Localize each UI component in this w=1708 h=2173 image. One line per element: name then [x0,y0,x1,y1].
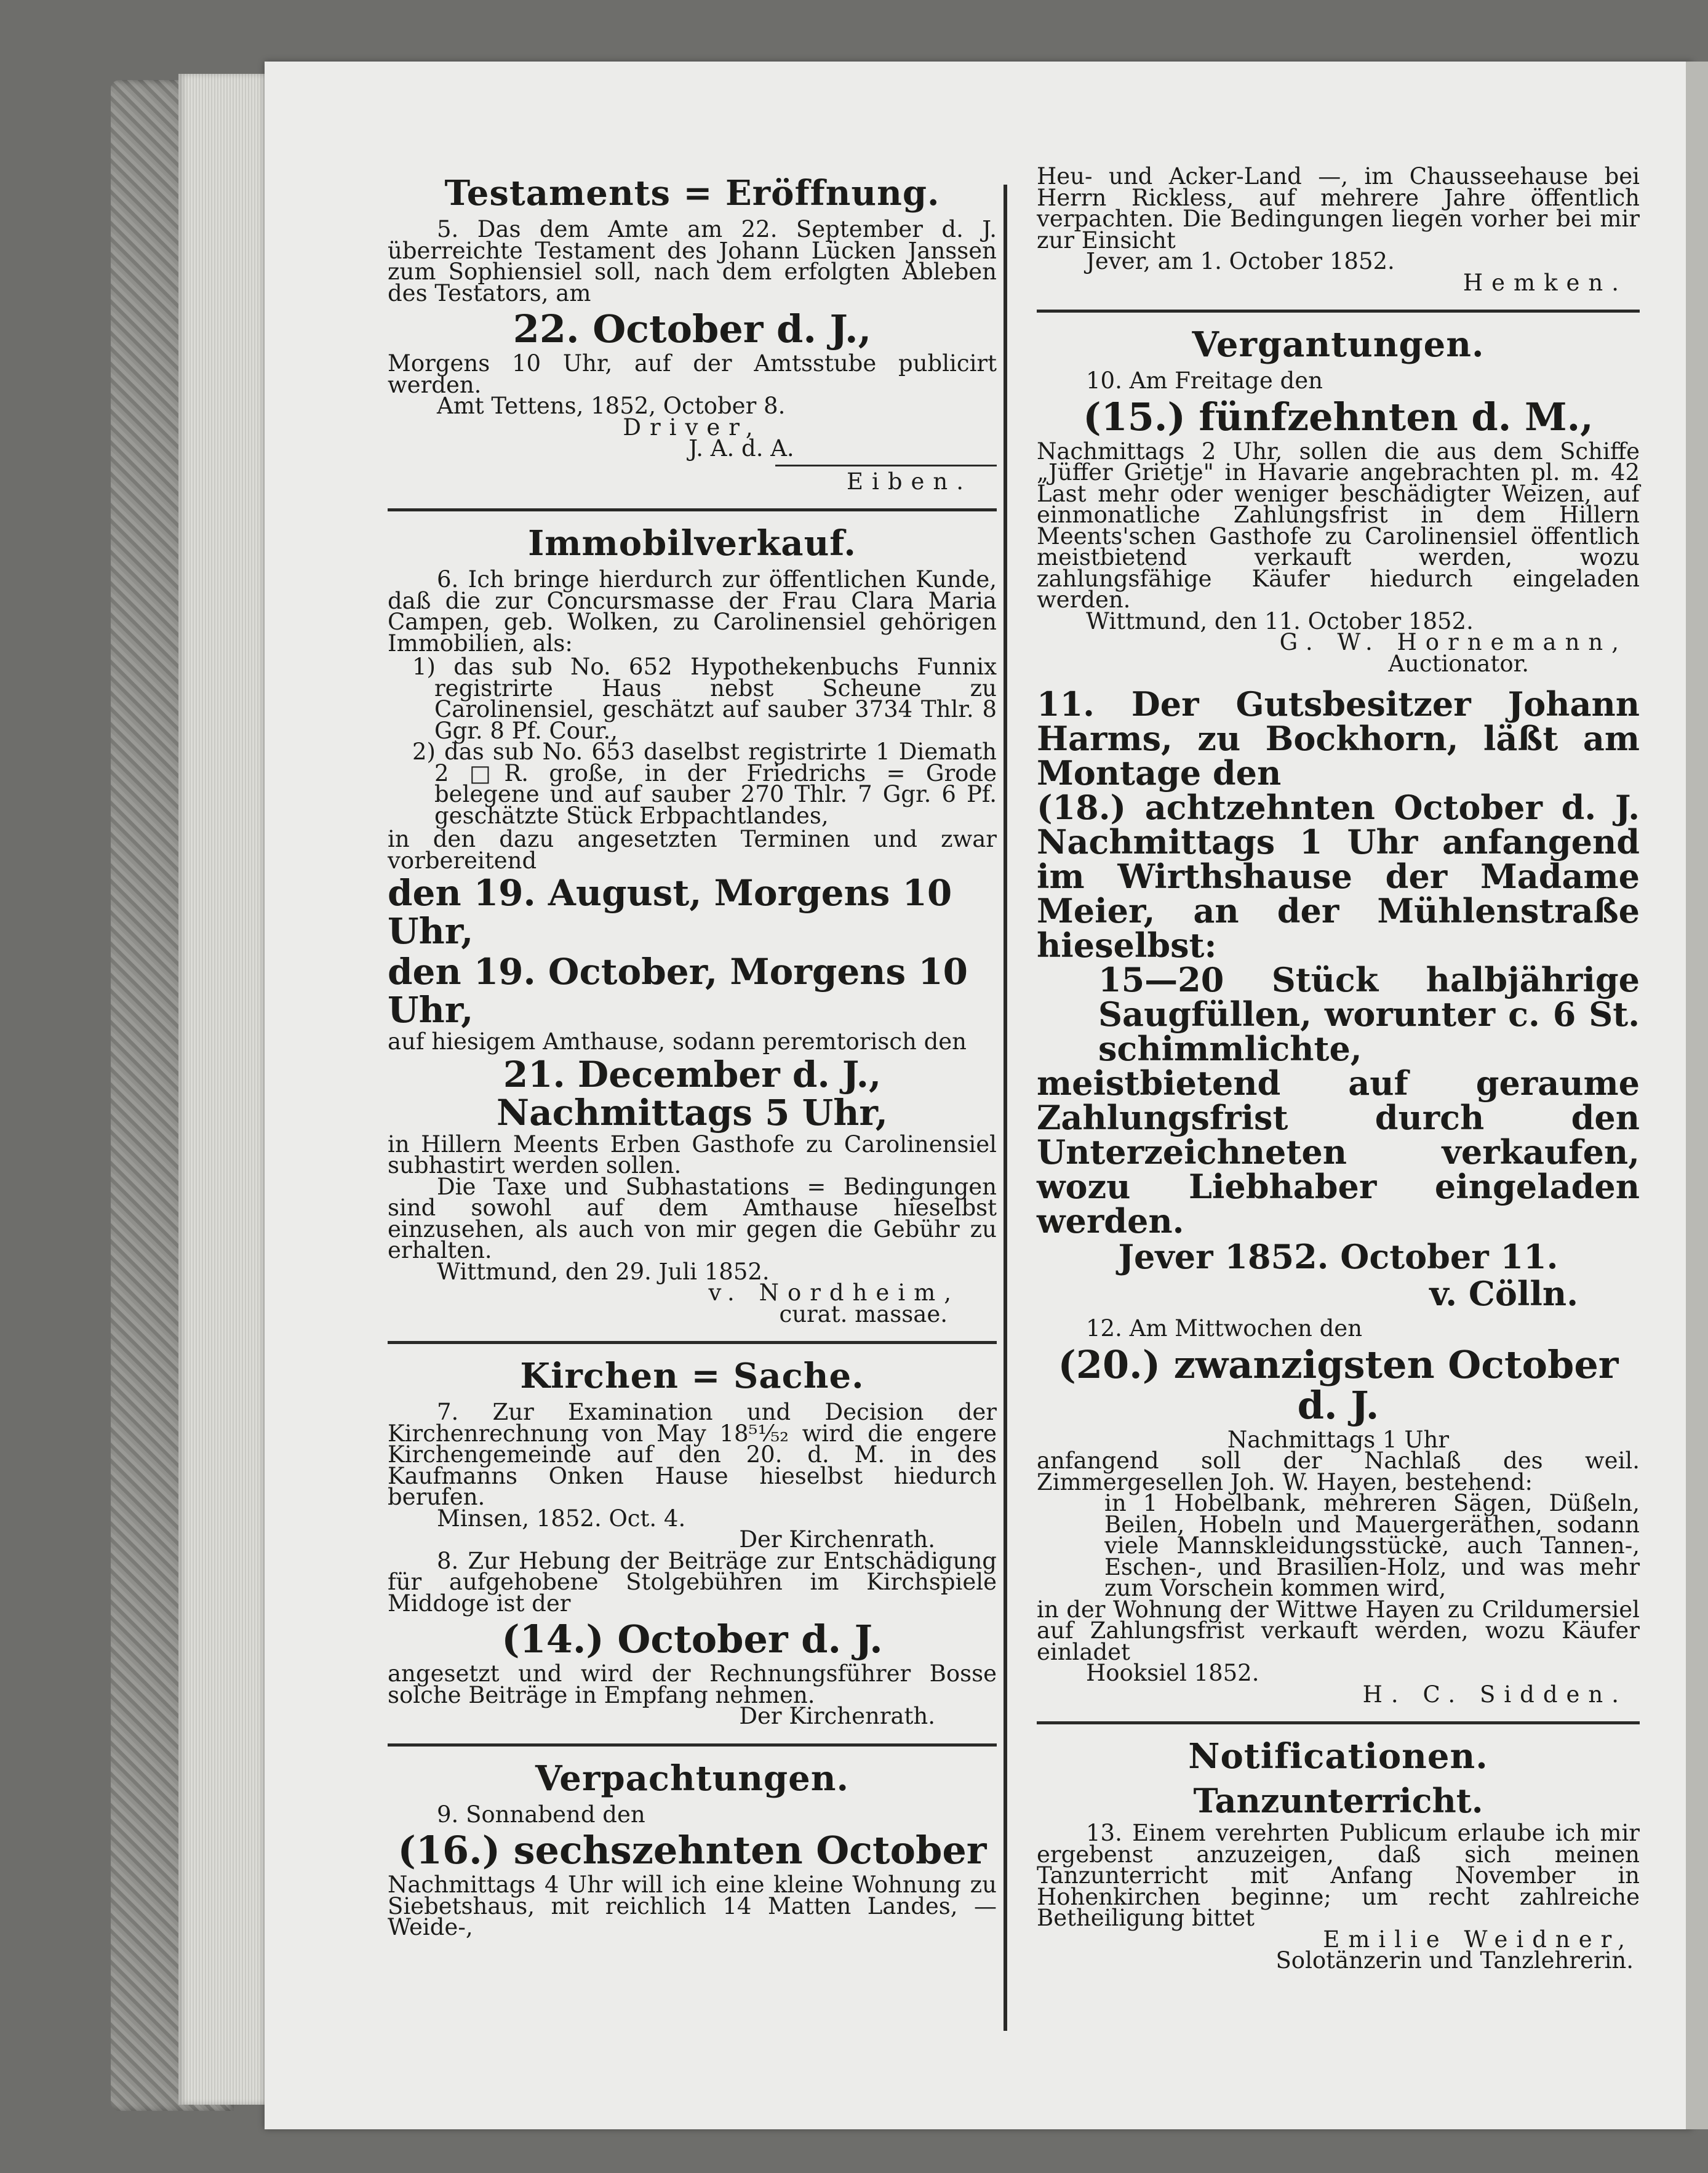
notice-10-date: (15.) fünfzehnten d. M., [1083,394,1594,439]
heading-testament: Testaments = Eröffnung. [444,173,940,214]
notice-12-time: Nachmittags 1 Uhr [1227,1426,1450,1453]
short-rule [775,465,997,466]
notice-6-text5: Die Taxe und Subhastations = Bedingungen sind sowohl auf dem Amthause hieselbst einzusehen, als auch von mir gegen die Gebühr zu erhalten. [388,1173,997,1263]
notice-5-text2: Morgens 10 Uhr, auf der Amtsstube publicirt werden. [388,350,997,398]
notice-6-text2: in den dazu angesetzten Terminen und zwar vorbereitend [388,826,997,874]
notice-12-list: in 1 Hobelbank, mehreren Sägen, Düßeln, Beilen, Hobeln und Mauergeräthen, sodann viele Mannskleidungsstücke, auch Tannen-, Eschen-, und Brasilien-Holz, und was mehr zum Vorschein kommen wird, [1104,1490,1640,1601]
notice-9-text: 9. Sonnabend den [437,1801,645,1828]
notice-6-item1: 1) das sub No. 652 Hypothekenbuchs Funnix registrirte Haus nebst Scheune zu Carolinensiel, geschätzt auf sauber 3734 Thlr. 8 Ggr. 8 Pf. Cour., [412,654,997,744]
notice-6-date1: den 19. August, Morgens 10 Uhr, [388,872,952,952]
notice-8-sig: Der Kirchenrath. [739,1703,935,1729]
notice-5-text: 5. Das dem Amte am 22. September d. J. überreichte Testament des Johann Lücken Janssen zum Sophiensiel soll, nach dem erfolgten Ableben des Testators, am [388,216,997,306]
notice-6-text3: auf hiesigem Amthause, sodann peremtorisch den [388,1028,967,1055]
notice-10-place: Wittmund, den 11. October 1852. [1086,607,1474,634]
notice-10-sig2: Auctionator. [1388,650,1529,677]
heading-kirchen: Kirchen = Sache. [520,1356,864,1396]
heading-verpacht: Verpachtungen. [535,1758,849,1799]
section-rule [388,1341,997,1344]
notice-13-sig2: Solotänzerin und Tanzlehrerin. [1275,1947,1634,1974]
notice-5-place: Amt Tettens, 1852, October 8. [437,393,786,419]
notice-13-text: 13. Einem verehrten Publicum erlaube ich mir ergebenst anzuzeigen, daß sich meinen Tanzunterricht mit Anfang November in Hohenkirchen beginne; um recht zahlreiche Betheiligung bittet [1037,1820,1640,1931]
notice-8-date: (14.) October d. J. [501,1617,883,1662]
notice-9-sig: Hemken. [1463,269,1627,296]
heading-notif: Notificationen. [1188,1736,1488,1777]
notice-11-sig: v. Cölln. [1429,1274,1578,1313]
column-divider [1004,185,1007,2031]
notice-5-sig3: Eiben. [846,468,972,495]
notice-10-text: 10. Am Freitage den [1086,367,1323,394]
left-column [388,166,997,1939]
notice-7-sig: Der Kirchenrath. [739,1526,935,1553]
section-rule [1037,1721,1640,1724]
notice-6-items [412,654,997,829]
notice-8-text3: angesetzt und wird der Rechnungsführer Bosse solche Beiträge in Empfang nehmen. [388,1660,997,1708]
notice-10-sig1: G. W. Hornemann, [1279,629,1627,655]
notice-11-date: (18.) achtzehnten October d. J. Nachmittags 1 Uhr anfangend im Wirthshause der Madame Meier, an der Mühlenstraße hieselbst: [1037,788,1640,965]
notice-8-text: 8. Zur Hebung der Beiträge zur Entschädigung für aufgehobene Stolgebühren im Kirchspiele Middoge ist der [388,1547,997,1617]
notice-12-text3: in der Wohnung der Wittwe Hayen zu Crildumersiel auf Zahlungsfrist verkauft werden, wozu Käufer einladet [1037,1596,1640,1665]
notice-13-sig1: Emilie Weidner, [1323,1926,1634,1953]
notice-7-place: Minsen, 1852. Oct. 4. [437,1505,686,1532]
notice-7-text: 7. Zur Examination und Decision der Kirchenrechnung von May 18⁵¹⁄₅₂ wird die engere Kirchengemeinde auf den 20. d. M. in des Kaufmanns Onken Hause hieselbst hiedurch berufen. [388,1399,997,1510]
notice-6-text4: in Hillern Meents Erben Gasthofe zu Carolinensiel subhastirt werden sollen. [388,1131,997,1179]
notice-6-text: 6. Ich bringe hierdurch zur öffentlichen Kunde, daß die zur Concursmasse der Frau Clara Maria Campen, geb. Wolken, zu Carolinensiel gehörigen Immobilien, als: [388,566,997,657]
notice-9-cont: Heu- und Acker-Land —, im Chausseehause bei Herrn Rickless, auf mehrere Jahre öffentlich verpachten. Die Bedingungen liegen vorher bei mir zur Einsicht [1037,163,1640,254]
notice-6-place: Wittmund, den 29. Juli 1852. [437,1258,770,1285]
notice-9-text2: Nachmittags 4 Uhr will ich eine kleine Wohnung zu Siebetshaus, mit reichlich 14 Matten Landes, — Weide-, [388,1871,997,1940]
page-margin-strip [1686,62,1708,2129]
notice-6-date2: den 19. October, Morgens 10 Uhr, [388,951,968,1031]
notice-9-place: Jever, am 1. October 1852. [1086,248,1395,274]
notice-5-sig1: Driver, [623,414,762,441]
notice-5-date: 22. October d. J., [513,306,872,351]
notice-11-text2: 15—20 Stück halbjährige Saugfüllen, worunter c. 6 St. schimmlichte, [1098,960,1640,1068]
notice-11-place: Jever 1852. October 11. [1118,1237,1558,1276]
right-column [1037,163,1640,1974]
notice-11-text3: meistbietend auf geraume Zahlungsfrist durch den Unterzeichneten verkaufen, wozu Liebhaber eingeladen werden. [1037,1063,1640,1241]
notice-6-date3: 21. December d. J., Nachmittags 5 Uhr, [497,1053,888,1134]
notice-10-text2: Nachmittags 2 Uhr, sollen die aus dem Schiffe „Jüffer Grietje" in Havarie angebrachten pl. m. 42 Last mehr oder weniger beschädigter Weizen, auf einmonatliche Zahlungsfrist in dem Hillern Meents'schen Gasthofe zu Carolinensiel öffentlich meistbietend verkauft werden, wozu zahlungsfähige Käufer hiedurch eingeladen werden. [1037,438,1640,613]
notice-6-item2: 2) das sub No. 653 daselbst registrirte 1 Diemath 2 □R. große, in der Friedrichs = Grode belegene und auf sauber 270 Thlr. 7 Ggr. 6 Pf. geschätzte Stück Erbpachtlandes, [412,738,997,829]
notice-12-place: Hooksiel 1852. [1086,1660,1259,1686]
notice-5-sig2: J. A. d. A. [688,435,794,462]
notice-12-sig: H. C. Sidden. [1362,1681,1627,1708]
section-rule [1037,310,1640,313]
notice-11-text1: 11. Der Gutsbesitzer Johann Harms, zu Bockhorn, läßt am Montage den [1037,684,1640,793]
notice-12-text2: anfangend soll der Nachlaß des weil. Zimmergesellen Joh. W. Hayen, bestehend: [1037,1447,1640,1495]
section-rule [388,508,997,511]
section-rule [388,1743,997,1747]
notice-6-sig2: curat. massae. [779,1300,948,1327]
notice-12-date: (20.) zwanzigsten October d. J. [1058,1342,1619,1428]
notice-6-sig1: v. Nordheim, [708,1279,960,1306]
heading-vergant: Vergantungen. [1192,324,1485,365]
heading-immobil: Immobilverkauf. [528,523,856,564]
heading-tanz: Tanzunterricht. [1193,1781,1483,1820]
notice-12-text: 12. Am Mittwochen den [1086,1315,1363,1342]
notice-9-date: (16.) sechszehnten October [397,1828,987,1873]
